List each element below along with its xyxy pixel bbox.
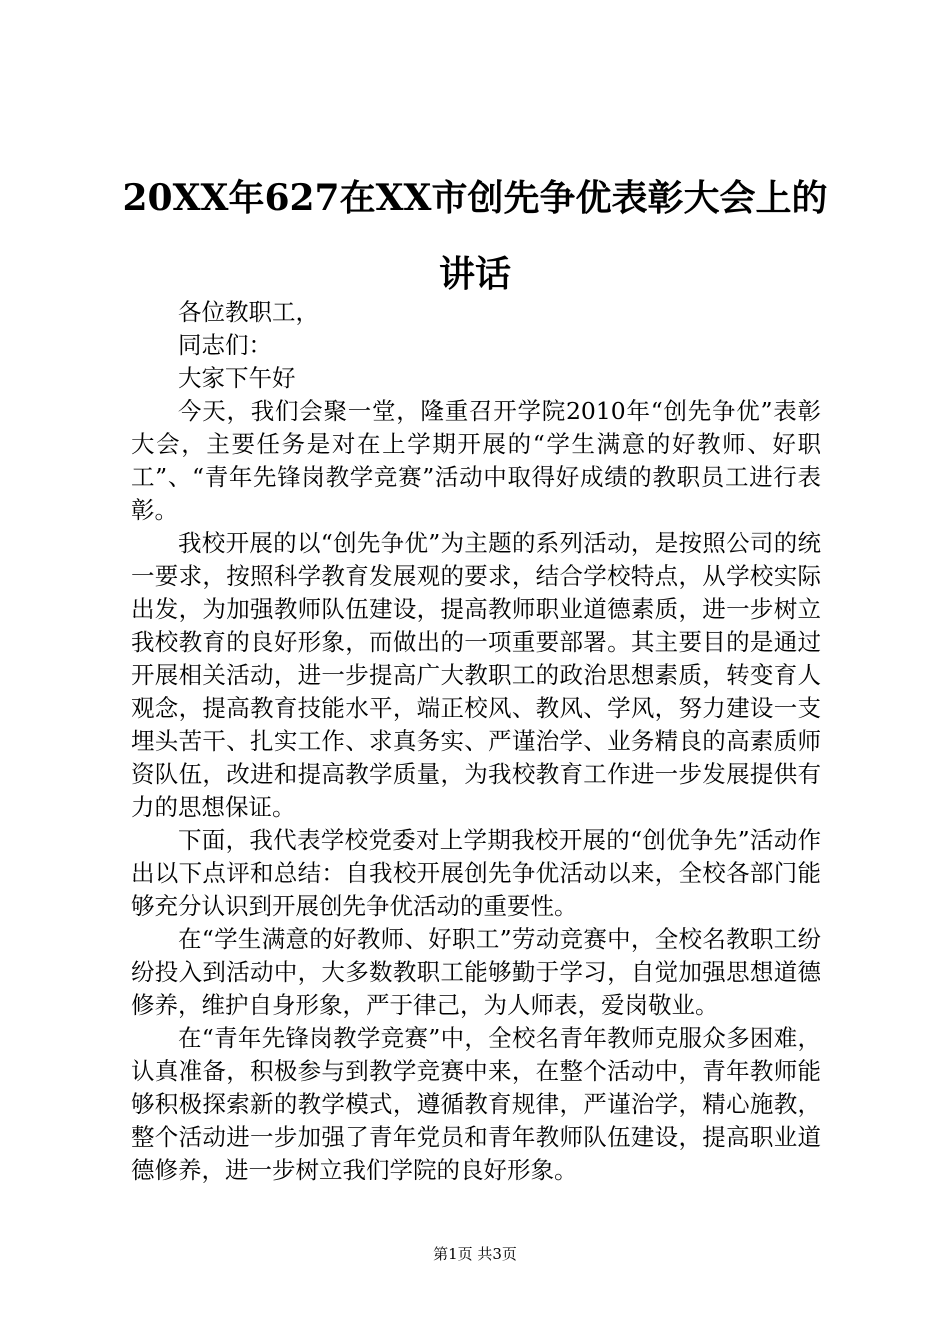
body-paragraph: 在“青年先锋岗教学竞赛”中，全校名青年教师克服众多困难，认真准备，积极参与到教学竞赛中来，在整个活动中，青年教师能够积极探索新的教学模式，遵循教育规律，严谨治学，精心施教，整个活动进一步加强了青年党员和青年教师队伍建设，提高职业道德修养，进一步树立我们学院的良好形象。 [131, 1024, 821, 1184]
document-body [131, 296, 821, 1187]
page-number-footer: 第1页 共3页 [433, 1245, 517, 1263]
greeting-line: 大家下午好 [178, 364, 296, 392]
greeting-line: 各位教职工， [178, 298, 319, 326]
document-title: 20XX年627在XX市创先争优表彰大会上的讲话 [122, 177, 828, 295]
body-paragraph: 下面，我代表学校党委对上学期我校开展的“创优争先”活动作出以下点评和总结：自我校开展创先争优活动以来，全校各部门能够充分认识到开展创先争优活动的重要性。 [131, 826, 821, 920]
body-paragraph: 今天，我们会聚一堂，隆重召开学院2010年“创先争优”表彰大会，主要任务是对在上学期开展的“学生满意的好教师、好职工”、“青年先锋岗教学竞赛”活动中取得好成绩的教职员工进行表彰。 [131, 397, 821, 524]
greeting-line: 同志们： [178, 331, 272, 359]
body-paragraph: 我校开展的以“创先争优”为主题的系列活动，是按照公司的统一要求，按照科学教育发展观的要求，结合学校特点，从学校实际出发，为加强教师队伍建设，提高教师职业道德素质，进一步树立我校教育的良好形象，而做出的一项重要部署。其主要目的是通过开展相关活动，进一步提高广大教职工的政治思想素质，转变育人观念，提高教育技能水平，端正校风、教风、学风，努力建设一支埋头苦干、扎实工作、求真务实、严谨治学、业务精良的高素质师资队伍，改进和提高教学质量，为我校教育工作进一步发展提供有力的思想保证。 [131, 529, 821, 821]
body-paragraph: 在“学生满意的好教师、好职工”劳动竞赛中，全校名教职工纷纷投入到活动中，大多数教职工能够勤于学习，自觉加强思想道德修养，维护自身形象，严于律己，为人师表，爱岗敬业。 [131, 925, 821, 1019]
